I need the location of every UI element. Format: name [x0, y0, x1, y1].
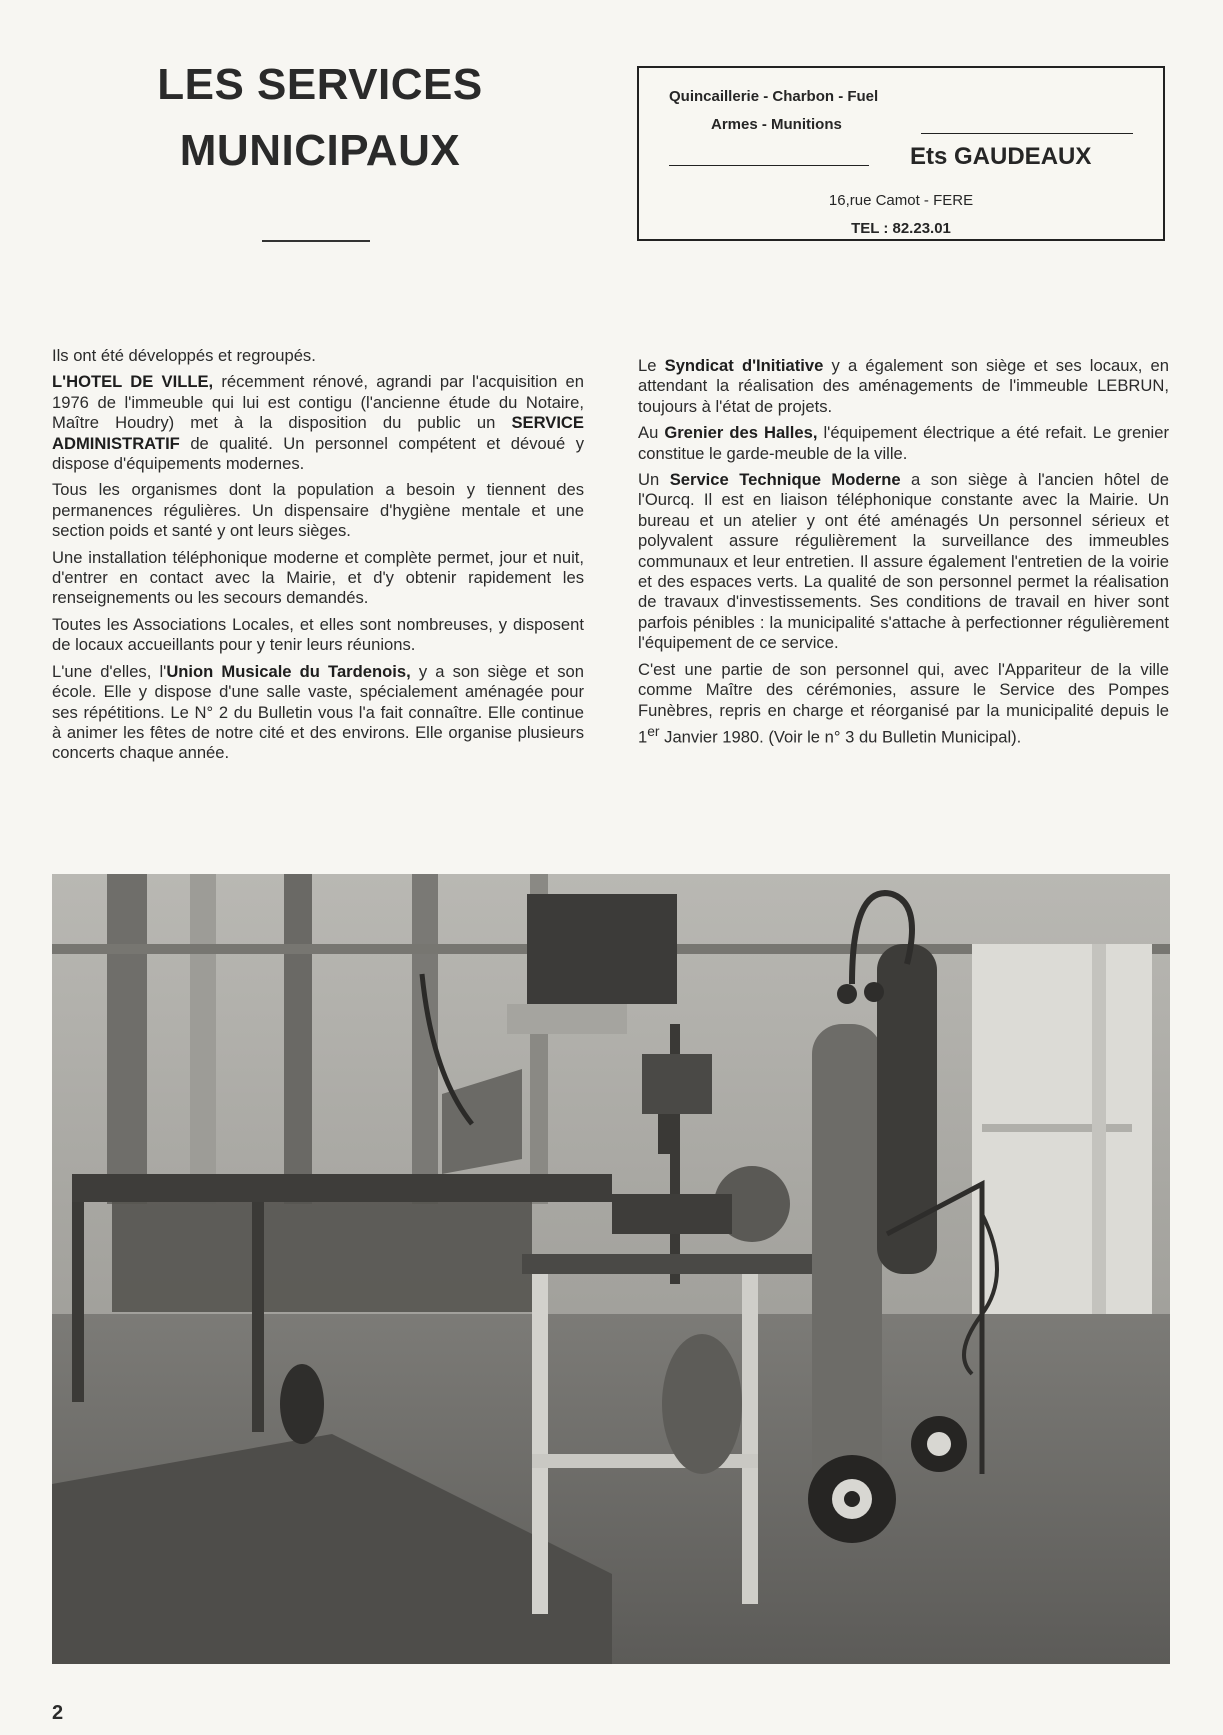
- service-technique-paragraph: [638, 470, 1169, 654]
- ad-rule-left: [669, 165, 869, 166]
- service-administratif-heading: SERVICE ADMINISTRATIF: [52, 413, 584, 453]
- paragraph-text: Au: [638, 423, 665, 443]
- organisms-paragraph: Tous les organismes dont la population a besoin y tiennent des permanences régulières. Un dispensaire d'hygiène mentale et une section poids et santé y ont leurs sièges.: [52, 480, 584, 541]
- ad-phone: TEL : 82.23.01: [851, 220, 951, 237]
- grenier-heading: Grenier des Halles,: [664, 423, 818, 443]
- right-column: [638, 356, 1169, 754]
- paragraph-text: y a son siège et son école. Elle y dispose d'une salle vaste, spécialement aménagée pour ses répétitions. Le N° 2 du Bulletin vous l'a fait connaître. Elle continue à animer les fêtes de notre cité et des environs. Elle organise plusieurs concerts chaque année.: [52, 661, 584, 763]
- left-column: [52, 346, 584, 770]
- ad-line-1: Quincaillerie - Charbon - Fuel: [669, 88, 879, 105]
- paragraph-text: Le: [638, 356, 665, 375]
- workshop-photo: [52, 874, 1170, 1664]
- intro-paragraph: Ils ont été développés et regroupés.: [52, 346, 316, 365]
- paragraph-text: a son siège à l'ancien hôtel de l'Ourcq. Il est en liaison téléphonique constante avec la Mairie. Un bureau et un atelier y ont été aménagés Un personnel sérieux et polyvalent assure régulièrement la surveillance des immeubles communaux et leur entretien. Il assure également l'entretien de la voirie et des espaces verts. La qualité de son personnel permet la réalisation de travaux d'investissements. Ses conditions de travail en hiver sont parfois pénibles : la municipalité s'attache à perfectionner régulièrement l'équipement de ce service.: [638, 470, 1169, 653]
- paragraph-text: Janvier 1980. (Voir le n° 3 du Bulletin Municipal).: [659, 727, 1022, 747]
- associations-paragraph: Toutes les Associations Locales, et elles sont nombreuses, y disposent de locaux accueillants pour y tenir leurs réunions.: [52, 614, 584, 655]
- ad-business-name: Ets GAUDEAUX: [910, 143, 1092, 170]
- grenier-paragraph: [638, 423, 1169, 464]
- service-technique-heading: Service Technique Moderne: [669, 470, 901, 490]
- ad-rule-right: [921, 133, 1133, 134]
- paragraph-text: l'équipement électrique a été refait. Le grenier constitue le garde-meuble de la ville.: [638, 423, 1169, 463]
- telephone-paragraph: Une installation téléphonique moderne et complète permet, jour et nuit, d'entrer en contact avec la Mairie, et d'y obtenir rapidement les renseignements ou les secours demandés.: [52, 547, 584, 608]
- syndicat-heading: Syndicat d'Initiative: [664, 356, 824, 375]
- paragraph-text: y a également son siège et ses locaux, en attendant la réalisation des aménagements de l'immeuble LEBRUN, toujours à l'état de projets.: [638, 356, 1169, 416]
- advertisement-box: [637, 66, 1165, 241]
- hotel-de-ville-heading: L'HOTEL DE VILLE,: [52, 372, 214, 392]
- union-musicale-paragraph: [52, 662, 584, 764]
- ad-address: 16,rue Camot - FERE: [828, 192, 974, 209]
- paragraph-text: L'une d'elles, l': [52, 661, 167, 681]
- page-number: 2: [52, 1702, 64, 1724]
- syndicat-paragraph: [638, 356, 1169, 417]
- ad-line-2: Armes - Munitions: [711, 116, 842, 133]
- ordinal-superscript: er: [647, 722, 660, 739]
- title-divider: [262, 240, 370, 242]
- paragraph-text: C'est une partie de son personnel qui, avec l'Appariteur de la ville comme Maître des cérémonies, assure le Service des Pompes Funèbres, repris en charge et réorganisé par la municipalité depuis le 1: [638, 659, 1169, 747]
- paragraph-text: Un: [638, 470, 670, 490]
- page-title-line-2: MUNICIPAUX: [179, 126, 461, 175]
- page-title-line-1: LES SERVICES: [157, 60, 483, 109]
- workshop-photo-drawing: [52, 874, 1170, 1664]
- paragraph-text: récemment rénové, agrandi par l'acquisition en 1976 de l'immeuble qui lui est contigu (l'ancienne étude du Notaire, Maître Houdry) met à la disposition du public un: [52, 372, 584, 433]
- union-musicale-heading: Union Musicale du Tardenois,: [166, 661, 411, 681]
- paragraph-text: de qualité. Un personnel compétent et dévoué y dispose d'équipements modernes.: [52, 433, 584, 474]
- hotel-de-ville-paragraph: [52, 372, 584, 474]
- page-title: [120, 52, 520, 184]
- pompes-funebres-paragraph: [638, 660, 1169, 748]
